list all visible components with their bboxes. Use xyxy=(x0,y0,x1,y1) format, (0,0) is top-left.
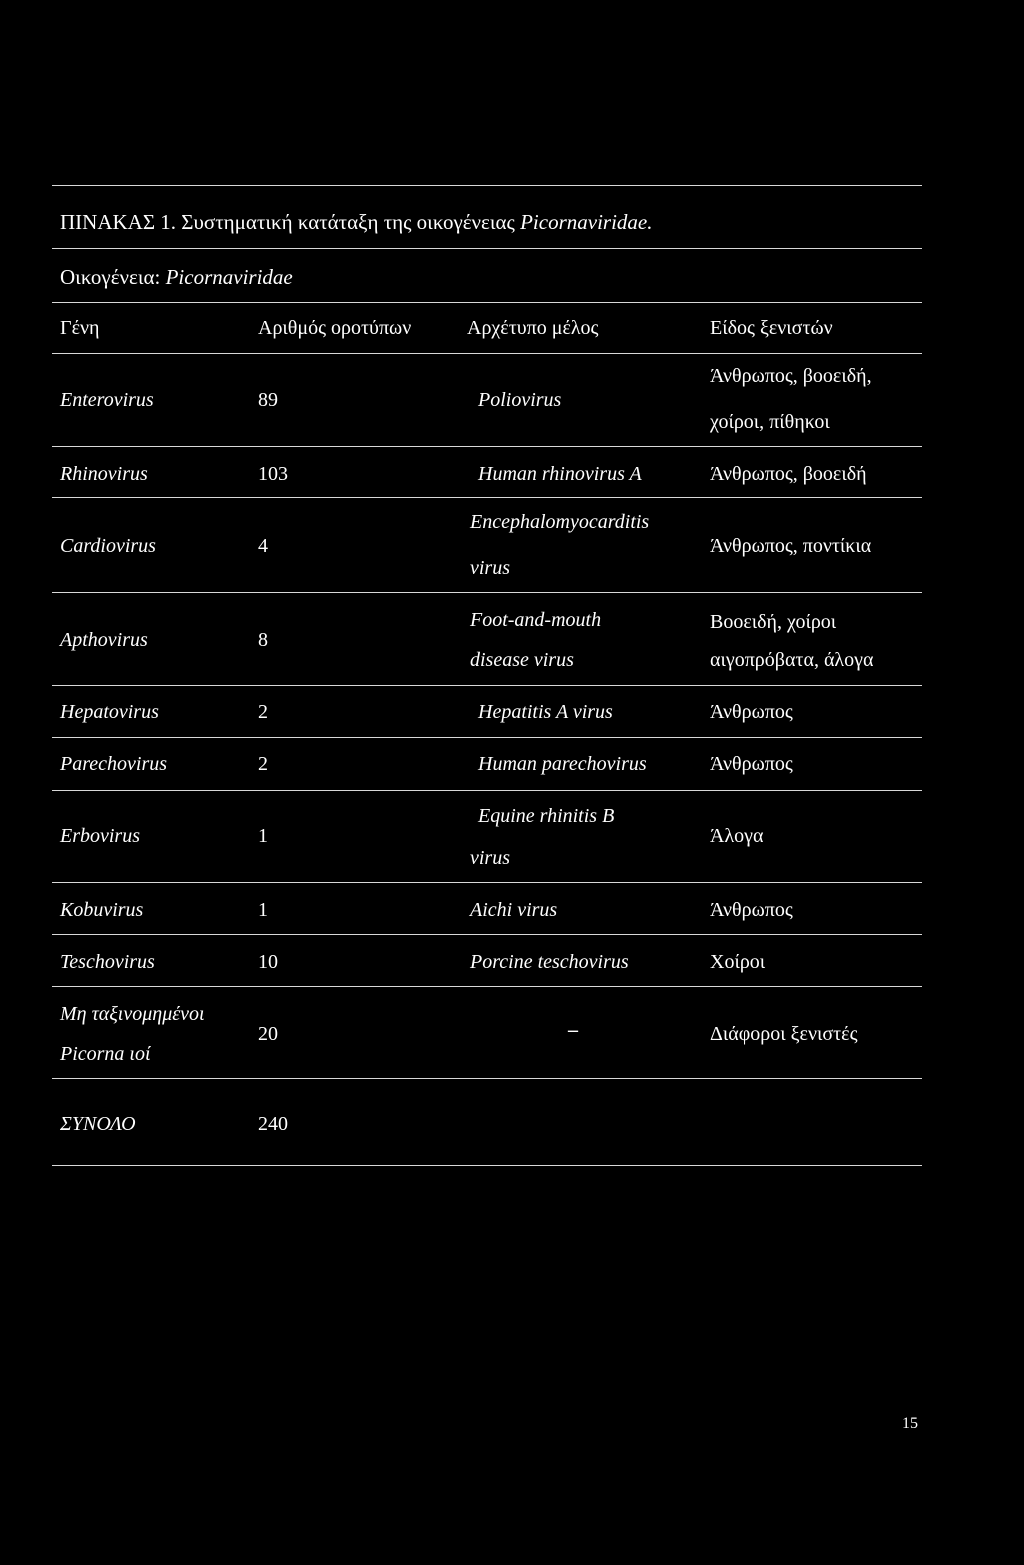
family-name: Picornaviridae xyxy=(165,265,293,289)
prototype-cell: Encephalomyocarditis xyxy=(470,511,650,533)
serotype-cell: 8 xyxy=(258,629,268,651)
row-rule xyxy=(52,986,922,987)
serotype-cell: 103 xyxy=(258,463,288,485)
hosts-cell: χοίροι, πίθηκοι xyxy=(710,411,830,433)
prototype-cell: Human parechovirus xyxy=(478,753,647,775)
hosts-cell: αιγοπρόβατα, άλογα xyxy=(710,649,874,671)
serotype-cell: 2 xyxy=(258,701,268,723)
family-line xyxy=(60,265,293,290)
serotype-cell: 4 xyxy=(258,535,268,557)
caption-text: Συστηματική κατάταξη της οικογένειας xyxy=(181,210,515,234)
serotype-cell: 20 xyxy=(258,1023,278,1045)
genus-cell: Erbovirus xyxy=(60,825,140,847)
prototype-cell: Equine rhinitis B xyxy=(478,805,615,827)
serotype-cell: 10 xyxy=(258,951,278,973)
prototype-cell: virus xyxy=(470,557,510,579)
row-rule xyxy=(52,1078,922,1079)
hosts-cell: Βοοειδή, χοίροι xyxy=(710,611,837,633)
genus-cell: Rhinovirus xyxy=(60,463,148,485)
row-rule xyxy=(52,790,922,791)
prototype-cell: Poliovirus xyxy=(478,389,562,411)
row-rule xyxy=(52,685,922,686)
genus-cell: Μη ταξινομημένοι xyxy=(60,1003,205,1025)
prototype-cell: virus xyxy=(470,847,510,869)
prototype-cell: Aichi virus xyxy=(470,899,558,921)
caption-label: ΠΙΝΑΚΑΣ 1. xyxy=(60,210,177,234)
genus-cell: Enterovirus xyxy=(60,389,154,411)
family-rule xyxy=(52,302,922,303)
prototype-cell: disease virus xyxy=(470,649,574,671)
serotype-cell: 1 xyxy=(258,825,268,847)
hosts-cell: Χοίροι xyxy=(710,951,766,973)
family-label: Οικογένεια: xyxy=(60,265,161,289)
row-rule xyxy=(52,497,922,498)
row-rule xyxy=(52,446,922,447)
hosts-cell: Άνθρωπος xyxy=(710,753,793,775)
header-rule xyxy=(52,353,922,354)
hosts-cell: Άνθρωπος, βοοειδή, xyxy=(710,365,872,387)
hosts-cell: Άλογα xyxy=(710,825,764,847)
genus-cell: Picorna ιοί xyxy=(60,1043,151,1065)
row-rule xyxy=(52,592,922,593)
header-genus: Γένη xyxy=(60,317,100,339)
hosts-cell: Άνθρωπος xyxy=(710,899,793,921)
caption-rule xyxy=(52,248,922,249)
header-prototype: Αρχέτυπο μέλος xyxy=(467,317,599,339)
page-number: 15 xyxy=(902,1415,918,1432)
genus-cell: Cardiovirus xyxy=(60,535,156,557)
header-hosts: Είδος ξενιστών xyxy=(710,317,833,339)
hosts-cell: Άνθρωπος xyxy=(710,701,793,723)
top-rule xyxy=(52,185,922,186)
caption-taxon: Picornaviridae. xyxy=(520,210,653,234)
header-serotypes: Αριθμός οροτύπων xyxy=(258,317,412,339)
row-rule xyxy=(52,934,922,935)
prototype-cell: – xyxy=(568,1019,578,1041)
genus-cell: Kobuvirus xyxy=(60,899,144,921)
total-label: ΣΥΝΟΛΟ xyxy=(60,1113,136,1135)
genus-cell: Teschovirus xyxy=(60,951,155,973)
genus-cell: Parechovirus xyxy=(60,753,168,775)
genus-cell: Hepatovirus xyxy=(60,701,159,723)
hosts-cell: Άνθρωπος, βοοειδή xyxy=(710,463,867,485)
row-rule xyxy=(52,737,922,738)
prototype-cell: Hepatitis A virus xyxy=(478,701,613,723)
serotype-cell: 2 xyxy=(258,753,268,775)
prototype-cell: Foot-and-mouth xyxy=(470,609,602,631)
bottom-rule xyxy=(52,1165,922,1166)
total-value: 240 xyxy=(258,1113,288,1135)
serotype-cell: 1 xyxy=(258,899,268,921)
hosts-cell: Άνθρωπος, ποντίκια xyxy=(710,535,872,557)
row-rule xyxy=(52,882,922,883)
genus-cell: Apthovirus xyxy=(60,629,148,651)
prototype-cell: Porcine teschovirus xyxy=(470,951,629,973)
serotype-cell: 89 xyxy=(258,389,278,411)
hosts-cell: Διάφοροι ξενιστές xyxy=(710,1023,858,1045)
prototype-cell: Human rhinovirus A xyxy=(478,463,642,485)
table-caption xyxy=(60,210,652,235)
